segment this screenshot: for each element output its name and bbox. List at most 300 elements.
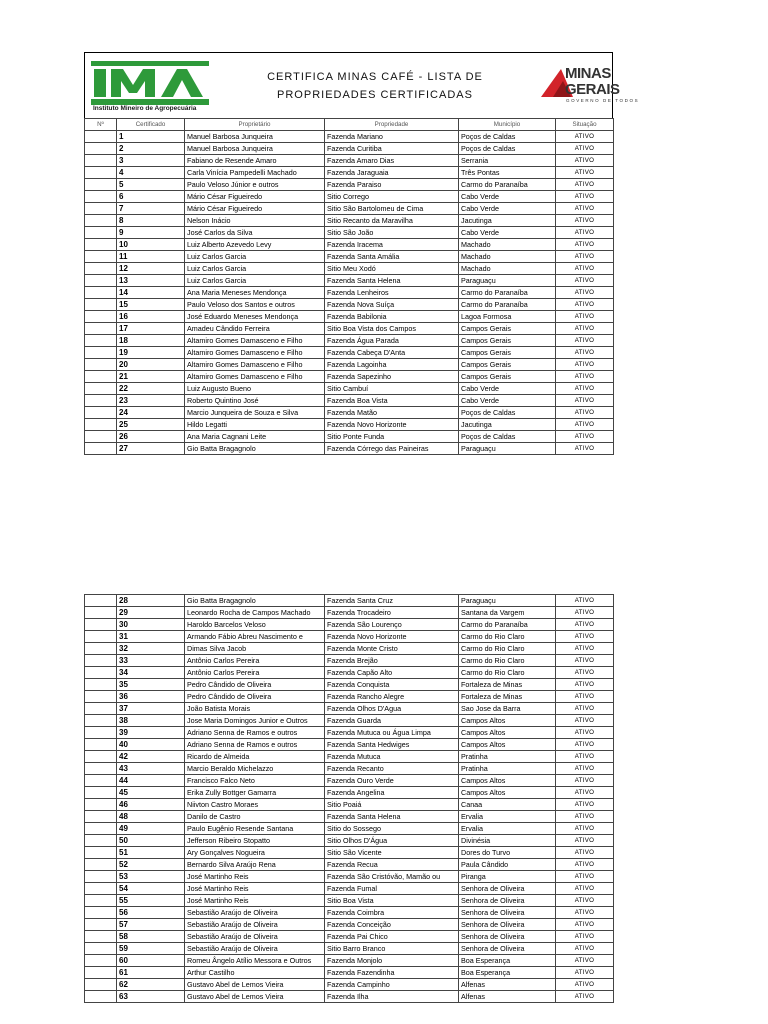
- cell-certificate: 36: [117, 691, 185, 703]
- cell-certificate: 35: [117, 679, 185, 691]
- cell-certificate: 15: [117, 299, 185, 311]
- cell-city: Alfenas: [459, 979, 556, 991]
- cell-certificate: 1: [117, 131, 185, 143]
- cell-certificate: 63: [117, 991, 185, 1003]
- cell-property: Sitio Meu Xodó: [325, 263, 459, 275]
- cell-no: [85, 823, 117, 835]
- cell-certificate: 60: [117, 955, 185, 967]
- cell-property: Fazenda São Cristóvão, Mamão ou: [325, 871, 459, 883]
- cell-certificate: 32: [117, 643, 185, 655]
- cell-property: Sitio Olhos D'Água: [325, 835, 459, 847]
- document-header: [84, 52, 640, 118]
- cell-property: Sitio Recanto da Maravilha: [325, 215, 459, 227]
- cell-owner: Jefferson Ribeiro Stopatto: [185, 835, 325, 847]
- cell-no: [85, 407, 117, 419]
- cell-status: ATIVO: [556, 799, 614, 811]
- cell-property: Fazenda Angelina: [325, 787, 459, 799]
- cell-city: Machado: [459, 263, 556, 275]
- cell-owner: Fabiano de Resende Amaro: [185, 155, 325, 167]
- cell-no: [85, 763, 117, 775]
- cell-owner: Ricardo de Almeida: [185, 751, 325, 763]
- cell-property: Fazenda Mutuca ou Água Limpa: [325, 727, 459, 739]
- cell-city: Carmo do Paranaíba: [459, 299, 556, 311]
- cell-certificate: 34: [117, 667, 185, 679]
- cell-property: Fazenda Novo Horizonte: [325, 419, 459, 431]
- cell-owner: Sebastião Araújo de Oliveira: [185, 931, 325, 943]
- table-row: [85, 179, 614, 191]
- cell-owner: Ary Gonçalves Nogueira: [185, 847, 325, 859]
- cell-no: [85, 727, 117, 739]
- cell-city: Boa Esperança: [459, 955, 556, 967]
- cell-property: Fazenda Monte Cristo: [325, 643, 459, 655]
- cell-status: ATIVO: [556, 607, 614, 619]
- cell-certificate: 11: [117, 251, 185, 263]
- cell-owner: Altamiro Gomes Damasceno e Filho: [185, 371, 325, 383]
- cell-property: Sitio São Vicente: [325, 847, 459, 859]
- table-body-page-2: [85, 595, 614, 1003]
- cell-certificate: 59: [117, 943, 185, 955]
- cell-no: [85, 955, 117, 967]
- cell-no: [85, 371, 117, 383]
- cell-status: ATIVO: [556, 883, 614, 895]
- cell-status: ATIVO: [556, 895, 614, 907]
- table-row: [85, 931, 614, 943]
- cell-property: Fazenda Jaraguaia: [325, 167, 459, 179]
- cell-no: [85, 775, 117, 787]
- cell-no: [85, 655, 117, 667]
- table-row: [85, 595, 614, 607]
- cell-no: [85, 251, 117, 263]
- cell-no: [85, 299, 117, 311]
- cell-city: Campos Altos: [459, 727, 556, 739]
- cell-certificate: 5: [117, 179, 185, 191]
- cell-city: Lagoa Formosa: [459, 311, 556, 323]
- cell-property: Fazenda Santa Helena: [325, 275, 459, 287]
- cell-certificate: 37: [117, 703, 185, 715]
- cell-city: Campos Altos: [459, 775, 556, 787]
- cell-owner: Ana Maria Cagnani Leite: [185, 431, 325, 443]
- cell-city: Carmo do Rio Claro: [459, 643, 556, 655]
- cell-property: Fazenda Fazendinha: [325, 967, 459, 979]
- cell-city: Senhora de Oliveira: [459, 883, 556, 895]
- cell-status: ATIVO: [556, 619, 614, 631]
- cell-city: Senhora de Oliveira: [459, 919, 556, 931]
- table-row: [85, 895, 614, 907]
- cell-owner: Altamiro Gomes Damasceno e Filho: [185, 359, 325, 371]
- table-row: [85, 787, 614, 799]
- cell-owner: Amadeu Cândido Ferreira: [185, 323, 325, 335]
- cell-owner: José Martinho Reis: [185, 871, 325, 883]
- cell-status: ATIVO: [556, 251, 614, 263]
- cell-owner: Roberto Quintino José: [185, 395, 325, 407]
- cell-certificate: 29: [117, 607, 185, 619]
- cell-city: Senhora de Oliveira: [459, 943, 556, 955]
- cell-owner: Gustavo Abel de Lemos Vieira: [185, 991, 325, 1003]
- cell-owner: Ana Maria Meneses Mendonça: [185, 287, 325, 299]
- table-row: [85, 383, 614, 395]
- cell-owner: Manuel Barbosa Junqueira: [185, 143, 325, 155]
- cell-property: Fazenda Recanto: [325, 763, 459, 775]
- cell-property: Sitio São João: [325, 227, 459, 239]
- cell-owner: Altamiro Gomes Damasceno e Filho: [185, 347, 325, 359]
- cell-property: Fazenda Santa Amália: [325, 251, 459, 263]
- cell-city: Fortaleza de Minas: [459, 691, 556, 703]
- cell-owner: João Batista Morais: [185, 703, 325, 715]
- cell-owner: Pedro Cândido de Oliveira: [185, 679, 325, 691]
- cell-owner: Arthur Castilho: [185, 967, 325, 979]
- cell-property: Fazenda Recua: [325, 859, 459, 871]
- cell-status: ATIVO: [556, 275, 614, 287]
- table-row: [85, 703, 614, 715]
- cell-property: Fazenda Matão: [325, 407, 459, 419]
- cell-property: Sitio Ponte Funda: [325, 431, 459, 443]
- table-row: [85, 619, 614, 631]
- cell-city: Jacutinga: [459, 215, 556, 227]
- cell-owner: Antônio Carlos Pereira: [185, 655, 325, 667]
- cell-owner: José Martinho Reis: [185, 883, 325, 895]
- cell-certificate: 21: [117, 371, 185, 383]
- cell-certificate: 3: [117, 155, 185, 167]
- cell-property: Sitio Cambuí: [325, 383, 459, 395]
- cell-city: Poços de Caldas: [459, 131, 556, 143]
- cell-property: Fazenda Olhos D'Agua: [325, 703, 459, 715]
- table-row: [85, 299, 614, 311]
- cell-property: Fazenda São Lourenço: [325, 619, 459, 631]
- table-row: [85, 323, 614, 335]
- cell-no: [85, 703, 117, 715]
- cell-status: ATIVO: [556, 643, 614, 655]
- cell-status: ATIVO: [556, 823, 614, 835]
- cell-property: Fazenda Monjolo: [325, 955, 459, 967]
- cell-certificate: 27: [117, 443, 185, 455]
- cell-owner: Francisco Falco Neto: [185, 775, 325, 787]
- table-row: [85, 991, 614, 1003]
- cell-city: Ervalia: [459, 823, 556, 835]
- cell-owner: Pedro Cândido de Oliveira: [185, 691, 325, 703]
- table-row: [85, 167, 614, 179]
- cell-certificate: 19: [117, 347, 185, 359]
- cell-status: ATIVO: [556, 847, 614, 859]
- table-row: [85, 395, 614, 407]
- cell-owner: Armando Fábio Abreu Nascimento e: [185, 631, 325, 643]
- cell-owner: Marcio Beraldo Michelazzo: [185, 763, 325, 775]
- cell-status: ATIVO: [556, 131, 614, 143]
- table-row: [85, 751, 614, 763]
- cell-owner: Hildo Legatti: [185, 419, 325, 431]
- cell-property: Fazenda Fumal: [325, 883, 459, 895]
- cell-property: Fazenda Boa Vista: [325, 395, 459, 407]
- cell-property: Fazenda Ouro Verde: [325, 775, 459, 787]
- cell-status: ATIVO: [556, 179, 614, 191]
- cell-certificate: 45: [117, 787, 185, 799]
- certified-properties-table: [84, 118, 614, 455]
- table-row: [85, 419, 614, 431]
- table-row: [85, 407, 614, 419]
- cell-no: [85, 311, 117, 323]
- cell-certificate: 16: [117, 311, 185, 323]
- cell-city: Ervalia: [459, 811, 556, 823]
- cell-no: [85, 931, 117, 943]
- cell-owner: Gio Batta Bragagnolo: [185, 595, 325, 607]
- cell-property: Fazenda Curitiba: [325, 143, 459, 155]
- cell-status: ATIVO: [556, 395, 614, 407]
- cell-city: Paraguaçu: [459, 595, 556, 607]
- cell-certificate: 22: [117, 383, 185, 395]
- cell-certificate: 46: [117, 799, 185, 811]
- cell-certificate: 39: [117, 727, 185, 739]
- mg-logo-text-gerais: GERAIS: [565, 81, 620, 98]
- cell-owner: Adriano Senna de Ramos e outros: [185, 727, 325, 739]
- cell-city: Poços de Caldas: [459, 143, 556, 155]
- cell-city: Paula Cândido: [459, 859, 556, 871]
- cell-city: Campos Gerais: [459, 359, 556, 371]
- cell-status: ATIVO: [556, 727, 614, 739]
- cell-status: ATIVO: [556, 419, 614, 431]
- cell-owner: Altamiro Gomes Damasceno e Filho: [185, 335, 325, 347]
- cell-no: [85, 359, 117, 371]
- cell-certificate: 10: [117, 239, 185, 251]
- cell-certificate: 26: [117, 431, 185, 443]
- document-title: [245, 68, 505, 104]
- table-row: [85, 347, 614, 359]
- table-row: [85, 143, 614, 155]
- cell-status: ATIVO: [556, 143, 614, 155]
- cell-owner: Paulo Veloso dos Santos e outros: [185, 299, 325, 311]
- cell-no: [85, 215, 117, 227]
- cell-city: Serrania: [459, 155, 556, 167]
- cell-city: Machado: [459, 239, 556, 251]
- table-row: [85, 871, 614, 883]
- cell-owner: Sebastião Araújo de Oliveira: [185, 907, 325, 919]
- table-row: [85, 443, 614, 455]
- cell-owner: Romeu Ângelo Atílio Messora e Outros: [185, 955, 325, 967]
- table-row: [85, 431, 614, 443]
- cell-certificate: 62: [117, 979, 185, 991]
- cell-certificate: 25: [117, 419, 185, 431]
- cell-status: ATIVO: [556, 655, 614, 667]
- cell-owner: Niivton Castro Moraes: [185, 799, 325, 811]
- table-row: [85, 799, 614, 811]
- cell-certificate: 53: [117, 871, 185, 883]
- table-row: [85, 775, 614, 787]
- cell-owner: Nelson Inácio: [185, 215, 325, 227]
- cell-status: ATIVO: [556, 787, 614, 799]
- cell-status: ATIVO: [556, 979, 614, 991]
- cell-city: Santana da Vargem: [459, 607, 556, 619]
- cell-city: Cabo Verde: [459, 395, 556, 407]
- cell-property: Fazenda Amaro Dias: [325, 155, 459, 167]
- ima-logo-icon: [91, 61, 209, 105]
- cell-owner: Antônio Carlos Pereira: [185, 667, 325, 679]
- cell-city: Jacutinga: [459, 419, 556, 431]
- certified-properties-table-continued: [84, 594, 614, 1003]
- cell-no: [85, 395, 117, 407]
- cell-status: ATIVO: [556, 679, 614, 691]
- table-row: [85, 371, 614, 383]
- table-row: [85, 131, 614, 143]
- cell-no: [85, 191, 117, 203]
- cell-city: Campos Altos: [459, 739, 556, 751]
- table-row: [85, 191, 614, 203]
- table-row: [85, 227, 614, 239]
- cell-no: [85, 859, 117, 871]
- cell-certificate: 9: [117, 227, 185, 239]
- cell-owner: Marcio Junqueira de Souza e Silva: [185, 407, 325, 419]
- cell-certificate: 58: [117, 931, 185, 943]
- cell-city: Dores do Turvo: [459, 847, 556, 859]
- cell-certificate: 52: [117, 859, 185, 871]
- table-row: [85, 763, 614, 775]
- cell-certificate: 6: [117, 191, 185, 203]
- cell-property: Sitio São Bartolomeu de Cima: [325, 203, 459, 215]
- cell-property: Fazenda Conquista: [325, 679, 459, 691]
- cell-city: Carmo do Rio Claro: [459, 667, 556, 679]
- cell-city: Cabo Verde: [459, 383, 556, 395]
- table-row: [85, 643, 614, 655]
- cell-no: [85, 263, 117, 275]
- cell-no: [85, 595, 117, 607]
- cell-status: ATIVO: [556, 763, 614, 775]
- cell-status: ATIVO: [556, 407, 614, 419]
- cell-no: [85, 631, 117, 643]
- cell-status: ATIVO: [556, 631, 614, 643]
- cell-city: Campos Gerais: [459, 371, 556, 383]
- cell-property: Fazenda Santa Helena: [325, 811, 459, 823]
- cell-owner: Erika Zully Bottger Gamarra: [185, 787, 325, 799]
- cell-city: Cabo Verde: [459, 191, 556, 203]
- cell-property: Sitio do Sossego: [325, 823, 459, 835]
- cell-status: ATIVO: [556, 919, 614, 931]
- table-row: [85, 203, 614, 215]
- cell-property: Fazenda Guarda: [325, 715, 459, 727]
- cell-city: Alfenas: [459, 991, 556, 1003]
- table-row: [85, 215, 614, 227]
- cell-status: ATIVO: [556, 751, 614, 763]
- table-row: [85, 655, 614, 667]
- cell-certificate: 4: [117, 167, 185, 179]
- table-row: [85, 667, 614, 679]
- cell-status: ATIVO: [556, 299, 614, 311]
- cell-no: [85, 203, 117, 215]
- cell-owner: Mário César Figueiredo: [185, 191, 325, 203]
- cell-no: [85, 895, 117, 907]
- cell-city: Cabo Verde: [459, 203, 556, 215]
- cell-no: [85, 979, 117, 991]
- cell-property: Fazenda Pai Chico: [325, 931, 459, 943]
- cell-status: ATIVO: [556, 775, 614, 787]
- cell-property: Fazenda Novo Horizonte: [325, 631, 459, 643]
- cell-certificate: 38: [117, 715, 185, 727]
- cell-no: [85, 751, 117, 763]
- cell-owner: Carla Vinícia Pampedelli Machado: [185, 167, 325, 179]
- cell-owner: Adriano Senna de Ramos e outros: [185, 739, 325, 751]
- cell-status: ATIVO: [556, 383, 614, 395]
- cell-owner: Danilo de Castro: [185, 811, 325, 823]
- cell-status: ATIVO: [556, 667, 614, 679]
- cell-no: [85, 787, 117, 799]
- cell-no: [85, 167, 117, 179]
- cell-status: ATIVO: [556, 715, 614, 727]
- cell-status: ATIVO: [556, 359, 614, 371]
- cell-property: Sitio Barro Branco: [325, 943, 459, 955]
- cell-city: Senhora de Oliveira: [459, 895, 556, 907]
- cell-owner: Luiz Alberto Azevedo Levy: [185, 239, 325, 251]
- cell-certificate: 57: [117, 919, 185, 931]
- cell-owner: Luiz Carlos Garcia: [185, 251, 325, 263]
- cell-no: [85, 919, 117, 931]
- cell-certificate: 31: [117, 631, 185, 643]
- cell-city: Poços de Caldas: [459, 407, 556, 419]
- cell-owner: Luiz Carlos Garcia: [185, 263, 325, 275]
- cell-status: ATIVO: [556, 347, 614, 359]
- cell-city: Machado: [459, 251, 556, 263]
- cell-status: ATIVO: [556, 955, 614, 967]
- title-line-2: PROPRIEDADES CERTIFICADAS: [277, 89, 473, 101]
- cell-city: Três Pontas: [459, 167, 556, 179]
- cell-property: Fazenda Ilha: [325, 991, 459, 1003]
- table-row: [85, 631, 614, 643]
- cell-status: ATIVO: [556, 739, 614, 751]
- column-header-no: Nº: [85, 119, 117, 131]
- cell-certificate: 42: [117, 751, 185, 763]
- cell-property: Fazenda Brejão: [325, 655, 459, 667]
- cell-status: ATIVO: [556, 431, 614, 443]
- table-row: [85, 275, 614, 287]
- cell-status: ATIVO: [556, 191, 614, 203]
- table-row: [85, 823, 614, 835]
- cell-no: [85, 383, 117, 395]
- cell-owner: Mário César Figueiredo: [185, 203, 325, 215]
- cell-certificate: 8: [117, 215, 185, 227]
- column-header-city: Município: [459, 119, 556, 131]
- column-header-status: Situação: [556, 119, 614, 131]
- cell-no: [85, 619, 117, 631]
- cell-no: [85, 131, 117, 143]
- cell-no: [85, 179, 117, 191]
- table-row: [85, 359, 614, 371]
- cell-property: Fazenda Conceição: [325, 919, 459, 931]
- cell-owner: Leonardo Rocha de Campos Machado: [185, 607, 325, 619]
- cell-certificate: 44: [117, 775, 185, 787]
- cell-no: [85, 691, 117, 703]
- cell-city: Paraguaçu: [459, 443, 556, 455]
- cell-city: Senhora de Oliveira: [459, 907, 556, 919]
- cell-status: ATIVO: [556, 967, 614, 979]
- cell-status: ATIVO: [556, 907, 614, 919]
- cell-no: [85, 275, 117, 287]
- table-row: [85, 679, 614, 691]
- cell-no: [85, 643, 117, 655]
- cell-city: Carmo do Paranaíba: [459, 619, 556, 631]
- minas-gerais-logo: [539, 65, 655, 105]
- cell-status: ATIVO: [556, 155, 614, 167]
- table-row: [85, 943, 614, 955]
- table-row: [85, 847, 614, 859]
- table-row: [85, 979, 614, 991]
- cell-no: [85, 323, 117, 335]
- cell-certificate: 33: [117, 655, 185, 667]
- cell-city: Boa Esperança: [459, 967, 556, 979]
- cell-city: Campos Gerais: [459, 323, 556, 335]
- cell-owner: Sebastião Araújo de Oliveira: [185, 919, 325, 931]
- cell-city: Carmo do Rio Claro: [459, 655, 556, 667]
- cell-certificate: 20: [117, 359, 185, 371]
- cell-city: Carmo do Paranaíba: [459, 287, 556, 299]
- table-row: [85, 263, 614, 275]
- cell-status: ATIVO: [556, 239, 614, 251]
- cell-owner: José Carlos da Silva: [185, 227, 325, 239]
- table-header-row: [85, 119, 614, 131]
